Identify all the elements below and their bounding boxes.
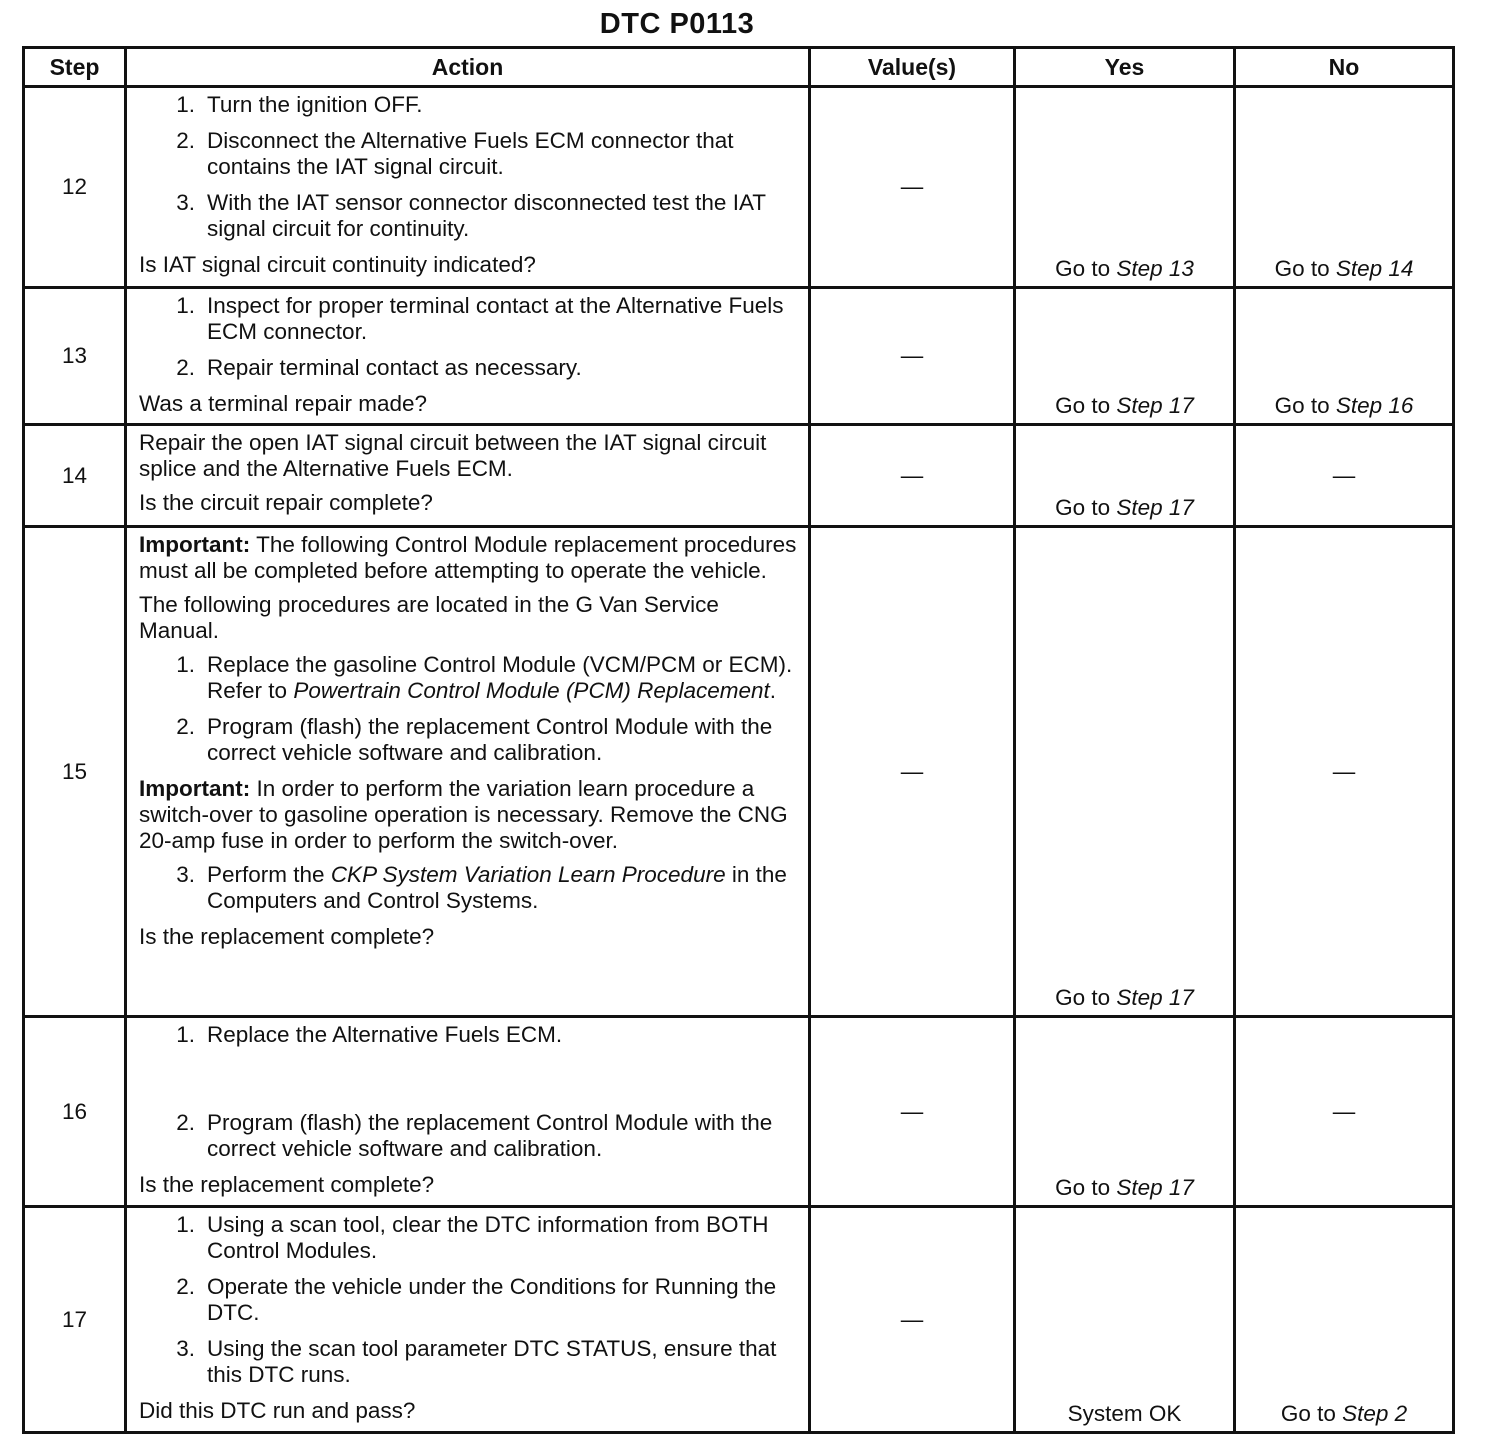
step-number: 13: [24, 288, 126, 425]
yes-cell: [1015, 87, 1235, 288]
col-header-no: No: [1235, 48, 1454, 87]
list-item: 2. Program (flash) the replacement Control Module with the correct vehicle software and calibration.: [176, 1110, 773, 1161]
action-cell: [126, 527, 810, 1017]
step-number: 17: [24, 1207, 126, 1433]
value-cell: [810, 1017, 1015, 1207]
no-goto[interactable]: Go to Step 2: [1280, 1401, 1408, 1426]
important-note: Important: In order to perform the variation learn procedure a switch-over to gasoline operation is necessary. Remove the CNG 20-amp fuse in order to perform the switch-over.: [139, 776, 788, 853]
action-cell: [126, 288, 810, 425]
list-item: 3. Perform the CKP System Variation Learn Procedure in the Computers and Control Systems.: [176, 862, 787, 913]
yes-goto[interactable]: Go to Step 17: [1055, 1175, 1194, 1200]
action-text: Repair the open IAT signal circuit between the IAT signal circuit splice and the Alternative Fuels ECM.: [139, 430, 767, 481]
intro-text: The following procedures are located in the G Van Service Manual.: [139, 592, 719, 643]
action-cell: [126, 87, 810, 288]
page-title: DTC P0113: [599, 8, 755, 40]
list-item: 1. Replace the Alternative Fuels ECM.: [176, 1022, 563, 1047]
table-row: [24, 527, 1454, 1017]
no-cell: [1235, 87, 1454, 288]
list-item: 2. Repair terminal contact as necessary.: [176, 355, 582, 380]
table-row: [24, 1207, 1454, 1433]
question-text: Was a terminal repair made?: [139, 391, 428, 416]
table-row: [24, 288, 1454, 425]
procedure-reference[interactable]: CKP System Variation Learn Procedure: [330, 862, 726, 887]
dash-mark: —: [1332, 1098, 1356, 1124]
dtc-table: [22, 46, 1455, 1434]
yes-result: System OK: [1067, 1401, 1182, 1426]
value-cell: [810, 288, 1015, 425]
dash-mark: —: [900, 1306, 924, 1332]
yes-cell: [1015, 527, 1235, 1017]
yes-goto[interactable]: Go to Step 17: [1055, 495, 1194, 520]
no-goto[interactable]: Go to Step 14: [1274, 256, 1414, 281]
value-cell: [810, 527, 1015, 1017]
yes-goto[interactable]: Go to Step 13: [1055, 256, 1194, 281]
dash-mark: —: [1332, 462, 1356, 488]
dash-mark: —: [900, 343, 924, 368]
list-item: 2. Operate the vehicle under the Conditions for Running the DTC.: [176, 1274, 777, 1325]
no-cell: [1235, 1017, 1454, 1207]
no-cell: [1235, 527, 1454, 1017]
value-cell: [810, 425, 1015, 527]
list-item: 1. Inspect for proper terminal contact at the Alternative Fuels ECM connector.: [176, 293, 784, 344]
no-goto[interactable]: Go to Step 16: [1274, 393, 1414, 418]
value-cell: [810, 87, 1015, 288]
dash-mark: —: [900, 1098, 924, 1124]
procedure-reference[interactable]: Powertrain Control Module (PCM) Replacement: [293, 678, 770, 703]
dash-mark: —: [900, 462, 924, 488]
dash-mark: —: [900, 758, 924, 784]
dash-mark: —: [1332, 758, 1356, 784]
step-number: 12: [24, 87, 126, 288]
col-header-yes: Yes: [1015, 48, 1235, 87]
list-item: 1. Turn the ignition OFF.: [176, 92, 423, 117]
question-text: Is the replacement complete?: [139, 1172, 435, 1197]
question-text: Is the circuit repair complete?: [139, 490, 433, 515]
col-header-action: Action: [126, 48, 810, 87]
list-item: 3. With the IAT sensor connector disconnected test the IAT signal circuit for continuity.: [176, 190, 766, 241]
yes-goto[interactable]: Go to Step 17: [1055, 985, 1194, 1010]
step-number: 14: [24, 425, 126, 527]
list-item: 2. Program (flash) the replacement Control Module with the correct vehicle software and calibration.: [176, 714, 773, 765]
col-header-step: Step: [24, 48, 126, 87]
yes-cell: [1015, 1017, 1235, 1207]
no-cell: [1235, 1207, 1454, 1433]
list-item: 1. Using a scan tool, clear the DTC information from BOTH Control Modules.: [176, 1212, 769, 1263]
table-row: [24, 1017, 1454, 1207]
yes-goto[interactable]: Go to Step 17: [1055, 393, 1194, 418]
header-row: [24, 48, 1454, 87]
important-note: Important: The following Control Module replacement procedures must all be completed before attempting to operate the vehicle.: [139, 532, 797, 583]
question-text: Is IAT signal circuit continuity indicated?: [139, 252, 536, 277]
yes-cell: [1015, 288, 1235, 425]
question-text: Did this DTC run and pass?: [139, 1398, 416, 1423]
list-item: 1. Replace the gasoline Control Module (VCM/PCM or ECM). Refer to Powertrain Control Module (PCM) Replacement.: [176, 652, 793, 703]
action-cell: [126, 1017, 810, 1207]
list-item: 3. Using the scan tool parameter DTC STATUS, ensure that this DTC runs.: [176, 1336, 777, 1387]
yes-cell: [1015, 1207, 1235, 1433]
step-number: 16: [24, 1017, 126, 1207]
dash-mark: —: [900, 174, 924, 199]
yes-cell: [1015, 425, 1235, 527]
question-text: Is the replacement complete?: [139, 924, 435, 949]
table-row: [24, 87, 1454, 288]
col-header-values: Value(s): [810, 48, 1015, 87]
action-cell: [126, 1207, 810, 1433]
step-number: 15: [24, 527, 126, 1017]
table-row: [24, 425, 1454, 527]
list-item: 2. Disconnect the Alternative Fuels ECM connector that contains the IAT signal circuit.: [176, 128, 734, 179]
no-cell: [1235, 288, 1454, 425]
no-cell: [1235, 425, 1454, 527]
action-cell: [126, 425, 810, 527]
value-cell: [810, 1207, 1015, 1433]
